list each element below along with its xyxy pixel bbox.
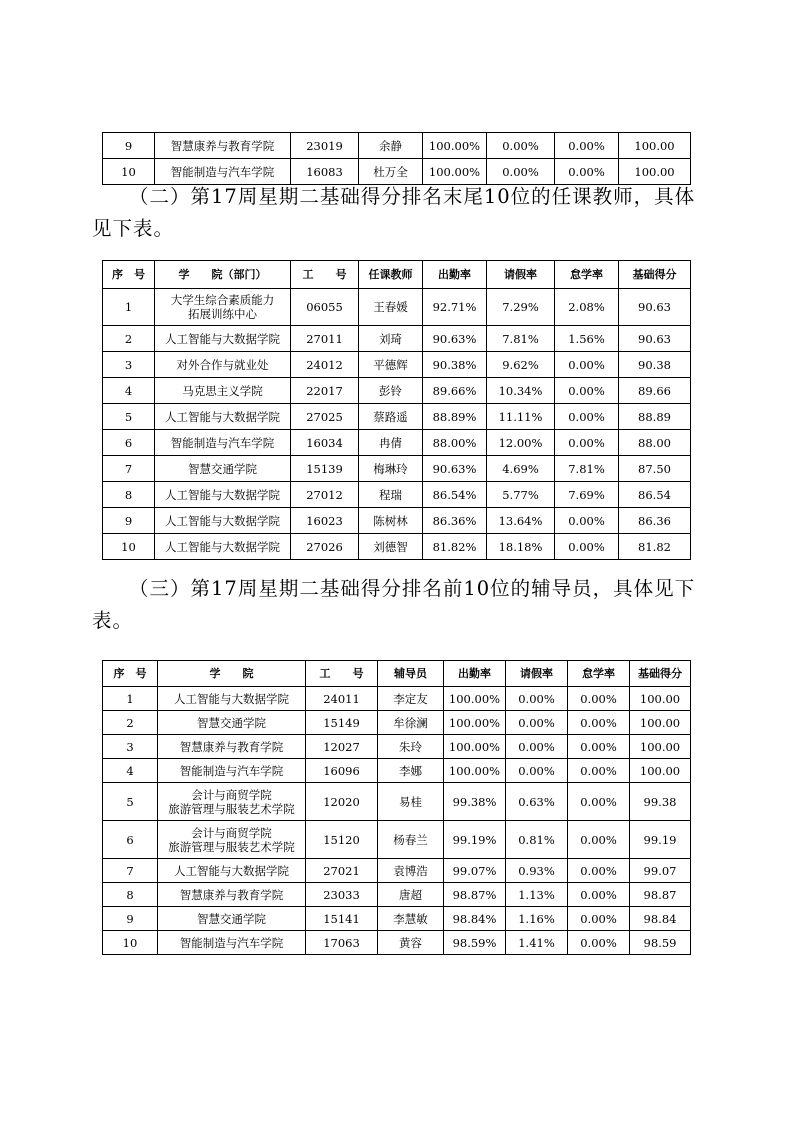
cell-rank: 10 [103, 159, 155, 185]
cell-rank: 5 [103, 404, 155, 430]
column-header: 请假率 [487, 261, 555, 289]
table-header-row [103, 261, 691, 289]
cell-leave: 0.00% [506, 735, 568, 759]
cell-score: 100.00 [630, 711, 691, 735]
cell-score: 100.00 [630, 735, 691, 759]
cell-line: 智能制造与汽车学院 [170, 435, 275, 450]
column-header: 工 号 [306, 661, 378, 687]
cell-absence: 0.00% [555, 430, 619, 456]
cell-attendance: 100.00% [423, 133, 487, 159]
cell-absence: 0.00% [568, 759, 630, 783]
cell-line: 拓展训练中心 [188, 307, 257, 321]
column-header: 学 院 [158, 661, 306, 687]
column-header: 怠学率 [568, 661, 630, 687]
cell-absence: 0.00% [568, 821, 630, 859]
cell-leave: 0.00% [506, 711, 568, 735]
section-heading-counselors: （三）第17周星期二基础得分排名前10位的辅导员，具体见下表。 [92, 577, 696, 632]
cell-line: 智慧交通学院 [197, 715, 266, 730]
cell-rank: 9 [103, 907, 158, 931]
table-row [103, 931, 691, 955]
cell-rank: 2 [103, 711, 158, 735]
column-header: 请假率 [506, 661, 568, 687]
cell-staff-id: 06055 [291, 289, 359, 326]
cell-absence: 0.00% [555, 133, 619, 159]
cell-score: 86.36 [619, 508, 691, 534]
cell-attendance: 81.82% [423, 534, 487, 560]
cell-line: 马克思主义学院 [182, 383, 263, 398]
table-row [103, 711, 691, 735]
cell-absence: 0.00% [568, 735, 630, 759]
cell-college [158, 687, 306, 711]
column-header: 序 号 [103, 661, 158, 687]
cell-attendance: 90.63% [423, 326, 487, 352]
cell-absence: 1.56% [555, 326, 619, 352]
cell-name: 王春媛 [359, 289, 423, 326]
cell-rank: 6 [103, 430, 155, 456]
cell-staff-id: 24011 [306, 687, 378, 711]
cell-attendance: 90.63% [423, 456, 487, 482]
cell-line: 大学生综合素质能力 [170, 293, 275, 307]
cell-absence: 0.00% [568, 931, 630, 955]
column-header: 工 号 [291, 261, 359, 289]
column-header: 基础得分 [630, 661, 691, 687]
cell-rank: 10 [103, 534, 155, 560]
cell-rank: 4 [103, 378, 155, 404]
cell-attendance: 100.00% [444, 735, 506, 759]
table-row [103, 326, 691, 352]
cell-line: 对外合作与就业处 [176, 357, 269, 372]
cell-name: 李娜 [378, 759, 444, 783]
table-row [103, 859, 691, 883]
cell-staff-id: 27021 [306, 859, 378, 883]
cell-score: 86.54 [619, 482, 691, 508]
cell-absence: 0.00% [555, 508, 619, 534]
cell-leave: 12.00% [487, 430, 555, 456]
cell-leave: 0.93% [506, 859, 568, 883]
cell-rank: 3 [103, 735, 158, 759]
cell-college [158, 711, 306, 735]
cell-college: 智能制造与汽车学院 [155, 159, 291, 185]
cell-college [155, 534, 291, 560]
cell-absence: 7.69% [555, 482, 619, 508]
cell-score: 100.00 [619, 133, 691, 159]
cell-staff-id: 24012 [291, 352, 359, 378]
cell-college [155, 326, 291, 352]
cell-name: 刘琦 [359, 326, 423, 352]
table-continued [102, 132, 691, 185]
cell-score: 88.89 [619, 404, 691, 430]
cell-leave: 10.34% [487, 378, 555, 404]
cell-leave: 7.29% [487, 289, 555, 326]
cell-score: 99.07 [630, 859, 691, 883]
cell-score: 99.38 [630, 783, 691, 821]
cell-rank: 2 [103, 326, 155, 352]
cell-staff-id: 23033 [306, 883, 378, 907]
cell-name: 程瑞 [359, 482, 423, 508]
cell-staff-id: 16096 [306, 759, 378, 783]
cell-college [155, 508, 291, 534]
cell-name: 黄容 [378, 931, 444, 955]
cell-leave: 0.81% [506, 821, 568, 859]
cell-line: 智能制造与汽车学院 [179, 935, 284, 950]
cell-score: 99.19 [630, 821, 691, 859]
cell-score: 88.00 [619, 430, 691, 456]
cell-attendance: 88.89% [423, 404, 487, 430]
column-header: 基础得分 [619, 261, 691, 289]
cell-attendance: 86.54% [423, 482, 487, 508]
column-header: 出勤率 [423, 261, 487, 289]
table-row [103, 883, 691, 907]
cell-staff-id: 16034 [291, 430, 359, 456]
cell-score: 100.00 [630, 759, 691, 783]
cell-absence: 0.00% [555, 352, 619, 378]
cell-college [158, 759, 306, 783]
column-header: 怠学率 [555, 261, 619, 289]
cell-name: 冉倩 [359, 430, 423, 456]
cell-attendance: 88.00% [423, 430, 487, 456]
cell-attendance: 99.19% [444, 821, 506, 859]
table-row [103, 482, 691, 508]
cell-name: 刘德智 [359, 534, 423, 560]
cell-line: 智慧康养与教育学院 [179, 887, 284, 902]
table-row [103, 907, 691, 931]
cell-name: 陈树林 [359, 508, 423, 534]
table-row [103, 404, 691, 430]
cell-college [158, 821, 306, 859]
cell-name: 彭铃 [359, 378, 423, 404]
cell-leave: 4.69% [487, 456, 555, 482]
cell-line: 旅游管理与服装艺术学院 [168, 839, 295, 854]
cell-attendance: 86.36% [423, 508, 487, 534]
cell-absence: 0.00% [568, 711, 630, 735]
cell-name: 李慧敏 [378, 907, 444, 931]
cell-staff-id: 17063 [306, 931, 378, 955]
cell-leave: 7.81% [487, 326, 555, 352]
cell-name: 唐超 [378, 883, 444, 907]
cell-leave: 11.11% [487, 404, 555, 430]
table-counselors-top-10 [102, 660, 691, 955]
cell-name: 平德辉 [359, 352, 423, 378]
cell-staff-id: 15149 [306, 711, 378, 735]
cell-absence: 0.00% [555, 404, 619, 430]
cell-score: 89.66 [619, 378, 691, 404]
cell-name: 杜万全 [359, 159, 423, 185]
cell-name: 袁博浩 [378, 859, 444, 883]
cell-line: 人工智能与大数据学院 [165, 487, 280, 502]
cell-line: 人工智能与大数据学院 [165, 409, 280, 424]
cell-absence: 0.00% [568, 859, 630, 883]
cell-score: 98.59 [630, 931, 691, 955]
table-row [103, 133, 691, 159]
cell-college [155, 430, 291, 456]
cell-leave: 1.41% [506, 931, 568, 955]
cell-absence: 2.08% [555, 289, 619, 326]
cell-absence: 0.00% [568, 907, 630, 931]
column-header: 学 院（部门） [155, 261, 291, 289]
cell-attendance: 90.38% [423, 352, 487, 378]
cell-name: 梅琳玲 [359, 456, 423, 482]
cell-name: 朱玲 [378, 735, 444, 759]
cell-attendance: 98.84% [444, 907, 506, 931]
cell-rank: 7 [103, 859, 158, 883]
cell-name: 杨春兰 [378, 821, 444, 859]
cell-college [158, 735, 306, 759]
cell-line: 智慧交通学院 [197, 911, 266, 926]
cell-score: 100.00 [630, 687, 691, 711]
cell-college [158, 907, 306, 931]
cell-line: 旅游管理与服装艺术学院 [168, 801, 295, 816]
cell-score: 90.63 [619, 289, 691, 326]
cell-score: 90.38 [619, 352, 691, 378]
cell-staff-id: 27011 [291, 326, 359, 352]
cell-staff-id: 12020 [306, 783, 378, 821]
cell-absence: 0.00% [568, 687, 630, 711]
cell-score: 100.00 [619, 159, 691, 185]
cell-leave: 0.00% [506, 687, 568, 711]
cell-line: 智能制造与汽车学院 [179, 763, 284, 778]
cell-name: 李定友 [378, 687, 444, 711]
cell-staff-id: 27026 [291, 534, 359, 560]
cell-attendance: 100.00% [444, 711, 506, 735]
cell-absence: 0.00% [555, 534, 619, 560]
section-heading-teachers: （二）第17周星期二基础得分排名末尾10位的任课教师，具体见下表。 [92, 185, 696, 240]
cell-staff-id: 16083 [291, 159, 359, 185]
cell-leave: 1.13% [506, 883, 568, 907]
cell-college [155, 289, 291, 326]
cell-leave: 0.00% [487, 159, 555, 185]
cell-leave: 9.62% [487, 352, 555, 378]
cell-rank: 1 [103, 687, 158, 711]
cell-absence: 0.00% [555, 159, 619, 185]
cell-name: 牟徐澜 [378, 711, 444, 735]
cell-name: 易桂 [378, 783, 444, 821]
cell-college [155, 352, 291, 378]
cell-college [158, 883, 306, 907]
column-header: 出勤率 [444, 661, 506, 687]
cell-leave: 0.00% [487, 133, 555, 159]
cell-rank: 7 [103, 456, 155, 482]
cell-line: 人工智能与大数据学院 [165, 513, 280, 528]
cell-name: 余静 [359, 133, 423, 159]
table-row [103, 289, 691, 326]
cell-line: 会计与商贸学院 [191, 787, 272, 802]
table-row [103, 456, 691, 482]
cell-rank: 1 [103, 289, 155, 326]
cell-leave: 13.64% [487, 508, 555, 534]
table-row [103, 352, 691, 378]
cell-score: 81.82 [619, 534, 691, 560]
table-row [103, 821, 691, 859]
table-row [103, 687, 691, 711]
cell-line: 人工智能与大数据学院 [174, 863, 289, 878]
cell-line: 人工智能与大数据学院 [165, 331, 280, 346]
cell-college [155, 482, 291, 508]
table-row [103, 735, 691, 759]
cell-leave: 5.77% [487, 482, 555, 508]
cell-attendance: 92.71% [423, 289, 487, 326]
table-row [103, 783, 691, 821]
cell-rank: 9 [103, 133, 155, 159]
table-row [103, 508, 691, 534]
cell-rank: 8 [103, 883, 158, 907]
cell-college [155, 378, 291, 404]
cell-staff-id: 22017 [291, 378, 359, 404]
cell-name: 蔡路遥 [359, 404, 423, 430]
cell-attendance: 100.00% [423, 159, 487, 185]
cell-staff-id: 12027 [306, 735, 378, 759]
cell-staff-id: 15141 [306, 907, 378, 931]
cell-staff-id: 15139 [291, 456, 359, 482]
cell-attendance: 99.07% [444, 859, 506, 883]
table-row [103, 534, 691, 560]
cell-staff-id: 27025 [291, 404, 359, 430]
cell-score: 98.87 [630, 883, 691, 907]
table-row [103, 759, 691, 783]
cell-leave: 18.18% [487, 534, 555, 560]
cell-college [158, 859, 306, 883]
cell-rank: 6 [103, 821, 158, 859]
cell-staff-id: 27012 [291, 482, 359, 508]
cell-college [155, 404, 291, 430]
table-header-row [103, 661, 691, 687]
cell-rank: 8 [103, 482, 155, 508]
cell-rank: 4 [103, 759, 158, 783]
cell-rank: 5 [103, 783, 158, 821]
cell-absence: 0.00% [568, 783, 630, 821]
cell-line: 智慧康养与教育学院 [179, 739, 284, 754]
cell-college [158, 783, 306, 821]
column-header: 序 号 [103, 261, 155, 289]
cell-leave: 0.00% [506, 759, 568, 783]
table-row [103, 430, 691, 456]
cell-college [155, 456, 291, 482]
cell-score: 98.84 [630, 907, 691, 931]
cell-score: 87.50 [619, 456, 691, 482]
cell-absence: 0.00% [568, 883, 630, 907]
column-header: 辅导员 [378, 661, 444, 687]
cell-college: 智慧康养与教育学院 [155, 133, 291, 159]
cell-attendance: 100.00% [444, 687, 506, 711]
cell-absence: 7.81% [555, 456, 619, 482]
cell-rank: 10 [103, 931, 158, 955]
cell-line: 智慧交通学院 [188, 461, 257, 476]
cell-college [158, 931, 306, 955]
cell-attendance: 100.00% [444, 759, 506, 783]
cell-absence: 0.00% [555, 378, 619, 404]
cell-staff-id: 23019 [291, 133, 359, 159]
table-teachers-bottom-10 [102, 260, 691, 560]
cell-line: 人工智能与大数据学院 [165, 539, 280, 554]
column-header: 任课教师 [359, 261, 423, 289]
cell-line: 会计与商贸学院 [191, 825, 272, 840]
table-row [103, 378, 691, 404]
cell-line: 人工智能与大数据学院 [174, 691, 289, 706]
cell-attendance: 99.38% [444, 783, 506, 821]
cell-leave: 1.16% [506, 907, 568, 931]
cell-staff-id: 15120 [306, 821, 378, 859]
cell-leave: 0.63% [506, 783, 568, 821]
cell-rank: 9 [103, 508, 155, 534]
cell-staff-id: 16023 [291, 508, 359, 534]
cell-score: 90.63 [619, 326, 691, 352]
cell-rank: 3 [103, 352, 155, 378]
cell-attendance: 98.87% [444, 883, 506, 907]
cell-attendance: 89.66% [423, 378, 487, 404]
cell-attendance: 98.59% [444, 931, 506, 955]
